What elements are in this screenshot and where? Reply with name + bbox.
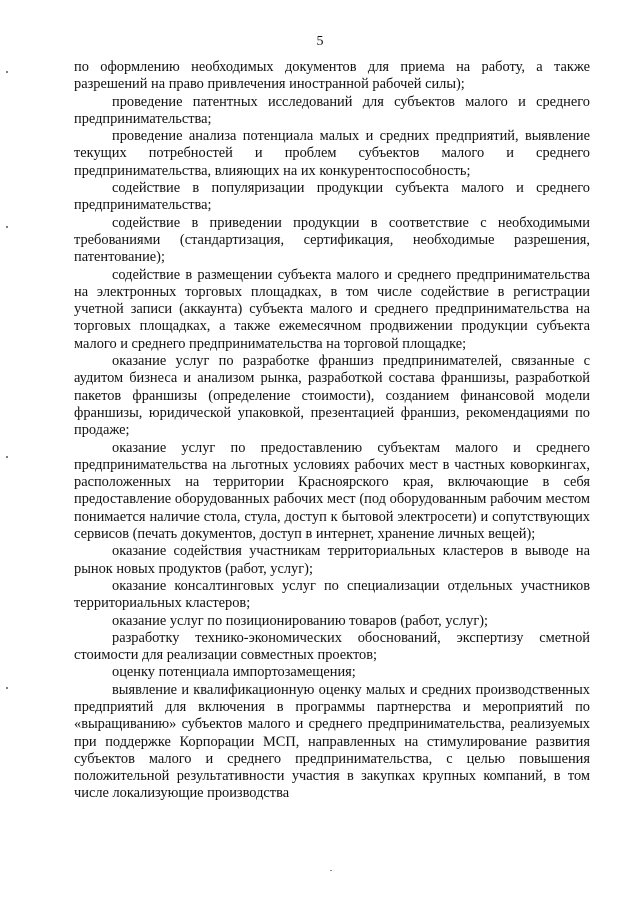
- paragraph: по оформлению необходимых документов для приема на работу, а также разрешений на право привлечения иностранной рабочей силы);: [74, 59, 590, 93]
- paragraph: оказание содействия участникам территориальных кластеров в выводе на рынок новых продуктов (работ, услуг);: [74, 543, 590, 577]
- paragraph: содействие в размещении субъекта малого и среднего предпринимательства на электронных торговых площадках, в том числе содействие в регистрации учетной записи (аккаунта) субъекта малого и среднего предпринимательства на торговых площадках, а также ежемесячном продвижении продукции субъекта малого и среднего предпринимательства на торговой площадке;: [74, 266, 590, 352]
- paragraph: оказание услуг по разработке франшиз предпринимателей, связанные с аудитом бизнеса и анализом рынка, разработкой состава франшизы, разработкой пакетов франшизы (определение стоимости), созданием финансовой модели франшизы, юридической упаковкой, презентацией франшиз, рекомендациями по продаже;: [74, 353, 590, 439]
- paragraph: проведение анализа потенциала малых и средних предприятий, выявление текущих потребностей и проблем субъектов малого и среднего предпринимательства, влияющих на их конкурентоспособность;: [74, 128, 590, 179]
- paragraph: содействие в популяризации продукции субъекта малого и среднего предпринимательства;: [74, 180, 590, 214]
- margin-mark: [6, 226, 8, 228]
- paragraph: оказание консалтинговых услуг по специализации отдельных участников территориальных кластеров;: [74, 577, 590, 612]
- margin-mark: [6, 71, 8, 73]
- paragraph: оказание услуг по предоставлению субъектам малого и среднего предпринимательства на льготных условиях рабочих мест в частных коворкингах, расположенных на территории Красноярского края, включающие в себя предоставление оборудованных рабочих мест (под оборудованным рабочим местом понимается наличие стола, стула, доступ к бытовой электросети) и сопутствующих сервисов (печать документов, доступ в интернет, хранение личных вещей);: [74, 439, 590, 543]
- page-number: 5: [316, 34, 324, 49]
- document-body: [74, 59, 590, 803]
- margin-mark: [6, 456, 8, 458]
- paragraph: разработку технико-экономических обоснований, экспертизу сметной стоимости для реализации совместных проектов;: [74, 629, 590, 664]
- margin-mark: [6, 687, 8, 689]
- paragraph: оценку потенциала импортозамещения;: [112, 664, 356, 681]
- paragraph: выявление и квалификационную оценку малых и средних производственных предприятий для включения в программы партнерства и мероприятий по «выращиванию» субъектов малого и среднего предпринимательства, реализуемых при поддержке Корпорации МСП, направленных на стимулирование развития субъектов малого и среднего предпринимательства, с целью повышения положительной результативности участия в закупках крупных компаний, в том числе локализующие производства: [74, 681, 590, 802]
- paragraph: проведение патентных исследований для субъектов малого и среднего предпринимательства;: [74, 93, 590, 127]
- paragraph: содействие в приведении продукции в соответствие с необходимыми требованиями (стандартизация, сертификация, необходимые разрешения, патентование);: [74, 214, 590, 266]
- paragraph: оказание услуг по позиционированию товаров (работ, услуг);: [112, 612, 489, 629]
- scan-speck: [330, 870, 332, 871]
